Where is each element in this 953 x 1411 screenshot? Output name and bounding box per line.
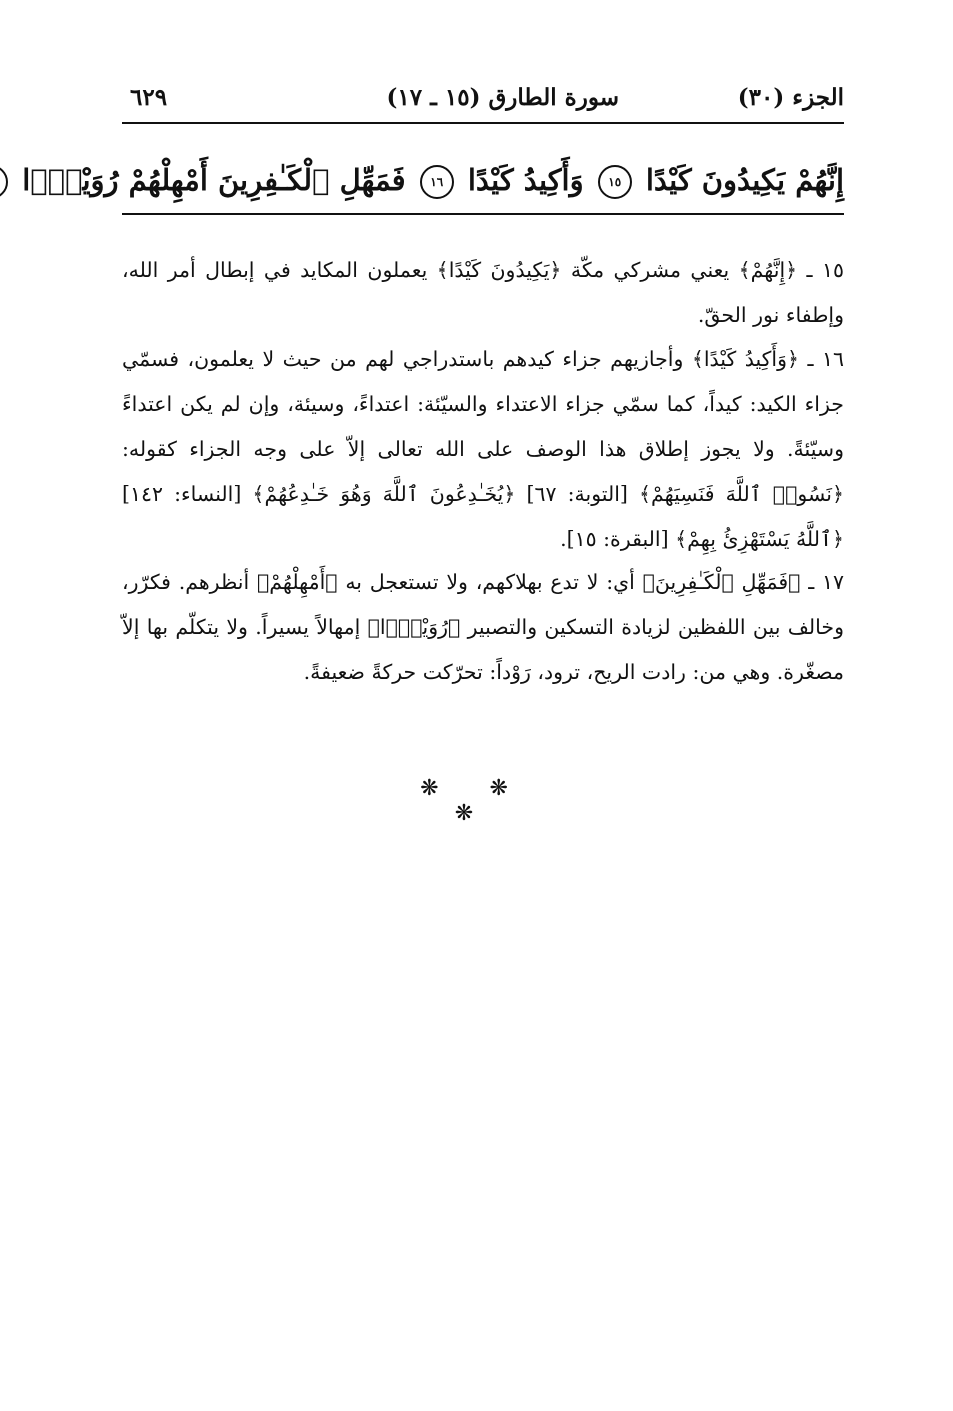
commentary-verse-16: ١٦ ـ ﴿وَأَكِيدُ كَيْدًا﴾ وأجازيهم جزاء كيدهم باستدراجي لهم من حيث لا يعلمون، فسمّي جزاء الكيد: كيداً، كما سمّي جزاء الاعتداء والسيّئة: اعتداءً، وسيئة، وإن لم يكن اعتداءً وسيّئةً. ولا يجوز إطلاق هذا الوصف على الله تعالى إلاّ على وجه الجزاء كقوله: ﴿نَسُوا۟ ٱللَّهَ فَنَسِيَهُمْ﴾ [التوبة: ٦٧] ﴿يُخَـٰدِعُونَ ٱللَّهَ وَهُوَ خَـٰدِعُهُمْ﴾ [النساء: ١٤٢] ﴿ٱللَّهُ يَسْتَهْزِئُ بِهِمْ﴾ [البقرة: ١٥].	[122, 347, 844, 551]
section-separator-stars: ❋ ❋ ❋	[420, 776, 530, 826]
verse-15-text: إِنَّهُمْ يَكِيدُونَ كَيْدًا	[645, 163, 844, 197]
quran-verses	[22, 156, 844, 204]
page-header	[122, 84, 844, 118]
verse-17-text: فَمَهِّلِ ٱلْكَـٰفِرِينَ أَمْهِلْهُمْ رُوَيْدًۢا	[22, 163, 406, 197]
header-divider	[122, 122, 844, 124]
ayah-marker-15: ١٥	[598, 165, 632, 199]
juz-label: الجزء (٣٠)	[737, 84, 844, 111]
commentary-verse-15: ١٥ ـ ﴿إِنَّهُمْ﴾ يعني مشركي مكّة ﴿يَكِيدُونَ كَيْدًا﴾ يعملون المكايد في إبطال أمر الله، وإطفاء نور الحقّ.	[122, 258, 844, 327]
page-number: ٦٢٩	[130, 84, 168, 111]
ayah-marker-16: ١٦	[420, 165, 454, 199]
ayah-marker-17	[0, 165, 8, 199]
verse-16-text: وَأَكِيدُ كَيْدًا	[467, 163, 584, 197]
commentary-verse-17: ١٧ ـ ﴿فَمَهِّلِ ٱلْكَـٰفِرِينَ﴾ أي: لا تدع بهلاكهم، ولا تستعجل به ﴿أَمْهِلْهُمْ﴾ أنظرهم. فكرّر، وخالف بين اللفظين لزيادة التسكين والتصبير ﴿رُوَيْدًۢا﴾ إمهالاً يسيراً. ولا يتكلّم بها إلاّ مصغّرة. وهي من: رادت الريح، ترود، رَوْداً: تحرّكت حركةً ضعيفةً.	[122, 570, 844, 684]
surah-title: سورة الطارق (١٥ ـ ١٧)	[386, 84, 619, 111]
verses-divider	[122, 213, 844, 215]
